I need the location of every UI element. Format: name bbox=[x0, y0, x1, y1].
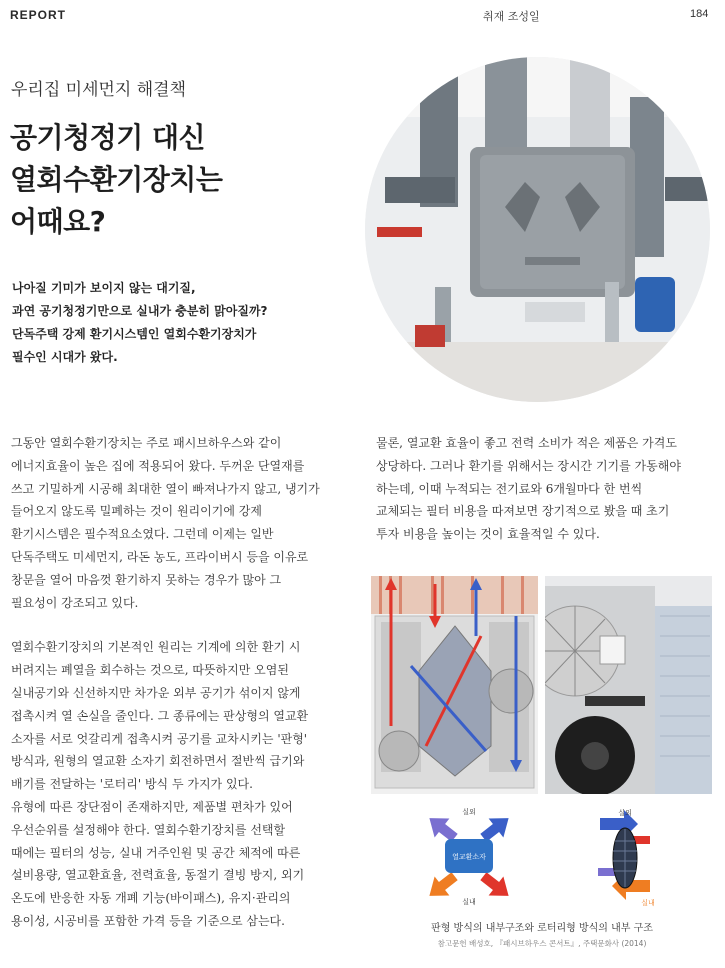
body-line: 들어오지 않도록 밀폐하는 것이 원리이기에 강제 bbox=[11, 504, 262, 519]
body-line: 교체되는 필터 비용을 따져보면 장기적으로 봤을 때 초기 bbox=[376, 504, 670, 519]
body-line: 온도에 반응한 자동 개폐 기능(바이패스), 유지·관리의 bbox=[11, 891, 291, 906]
diagram-label-outdoor: 실외 bbox=[618, 809, 632, 817]
body-line: 설비용량, 열교환효율, 전력효율, 동절기 결빙 방지, 외기 bbox=[11, 868, 305, 883]
body-line: 그동안 열회수환기장치는 주로 패시브하우스와 같이 bbox=[11, 436, 282, 450]
body-line: 용이성, 시공비를 포함한 가격 등을 기준으로 삼는다. bbox=[11, 913, 285, 928]
body-line: 투자 비용을 높이는 것이 효율적일 수 있다. bbox=[376, 527, 600, 542]
article-subtitle: 우리집 미세먼지 해결책 bbox=[11, 80, 187, 100]
body-line: 환기시스템은 필수적요소였다. 그런데 이제는 일반 bbox=[11, 527, 274, 542]
body-line: 방식과, 원형의 열교환 소자기 회전하면서 절반씩 급기와 bbox=[11, 754, 305, 769]
body-line: 상당하다. 그러나 환기를 위해서는 장시간 기기를 가동해야 bbox=[376, 458, 681, 473]
body-column-right bbox=[376, 432, 681, 546]
body-line: 필요성이 강조되고 있다. bbox=[11, 595, 139, 610]
body-line: 소자를 서로 엇갈리게 접촉시켜 공기를 교차시키는 '판형' bbox=[11, 731, 308, 746]
body-line: 유형에 따른 장단점이 존재하지만, 제품별 편차가 있어 bbox=[11, 799, 293, 814]
body-line: 쓰고 기밀하게 시공해 최대한 열이 빠져나가지 않고, 냉기가 bbox=[11, 481, 320, 496]
body-line: 물론, 열교환 효율이 좋고 전력 소비가 적은 제품은 가격도 bbox=[376, 436, 677, 450]
lead-line: 필수인 시대가 왔다. bbox=[12, 350, 118, 364]
body-line: 우선순위를 설정해야 한다. 열회수환기장치를 선택할 bbox=[11, 822, 286, 837]
title-line: 어때요? bbox=[10, 205, 106, 238]
diagram-plate-type-airflow bbox=[416, 806, 522, 906]
title-line: 열회수환기장치는 bbox=[10, 163, 223, 196]
photo-rotary-type-interior bbox=[545, 576, 712, 794]
section-label: REPORT bbox=[10, 8, 67, 22]
body-line: 버려지는 폐열을 회수하는 것으로, 따뜻하지만 오염된 bbox=[11, 663, 289, 678]
body-line: 열회수환기장치의 기본적인 원리는 기계에 의한 환기 시 bbox=[11, 640, 301, 655]
title-line: 공기청정기 대신 bbox=[10, 121, 206, 154]
body-line: 창문을 열어 마음껏 환기하지 못하는 경우가 많아 그 bbox=[11, 572, 282, 587]
lead-line: 나아질 기미가 보이지 않는 대기질, bbox=[12, 281, 196, 295]
lead-line: 단독주택 강제 환기시스템인 열회수환기장치가 bbox=[12, 327, 257, 341]
figure-caption: 판형 방식의 내부구조와 로터리형 방식의 내부 구조 bbox=[431, 923, 653, 934]
body-line: 하는데, 이때 누적되는 전기료와 6개월마다 한 번씩 bbox=[376, 481, 643, 496]
photo-plate-type-interior bbox=[371, 576, 538, 794]
body-line: 실내공기와 신선하지만 차가운 외부 공기가 섞이지 않게 bbox=[11, 685, 301, 700]
lead-line: 과연 공기청정기만으로 실내가 충분히 맑아질까? bbox=[12, 304, 268, 318]
diagram-label-exchanger: 열교환소자 bbox=[452, 853, 486, 861]
byline: 취재 조성일 bbox=[483, 10, 540, 23]
hero-photo-ventilation-unit bbox=[365, 57, 710, 402]
figure-reference: 참고문헌 배성호, 『패시브하우스 콘서트』, 주택문화사 (2014) bbox=[437, 939, 647, 948]
diagram-label-outdoor: 실외 bbox=[462, 808, 476, 816]
paragraph-gap bbox=[11, 614, 320, 636]
article-lead bbox=[12, 277, 268, 369]
body-line: 배기를 전달하는 '로터리' 방식 두 가지가 있다. bbox=[11, 777, 253, 792]
body-column-left bbox=[11, 432, 320, 933]
body-line: 단독주택도 미세먼지, 라돈 농도, 프라이버시 등을 이유로 bbox=[11, 549, 309, 564]
body-line: 때에는 필터의 성능, 실내 거주인원 및 공간 체적에 따른 bbox=[11, 845, 301, 860]
diagram-label-indoor: 실내 bbox=[641, 899, 655, 907]
body-line: 에너지효율이 높은 집에 적용되어 왔다. 두꺼운 단열재를 bbox=[11, 458, 305, 473]
diagram-label-indoor: 실내 bbox=[462, 898, 476, 906]
page-number: 184 bbox=[690, 8, 709, 20]
diagram-rotary-type-airflow bbox=[580, 806, 670, 908]
body-line: 접촉시켜 열 손실을 줄인다. 그 종류에는 판상형의 열교환 bbox=[11, 708, 309, 723]
article-title bbox=[10, 117, 222, 243]
